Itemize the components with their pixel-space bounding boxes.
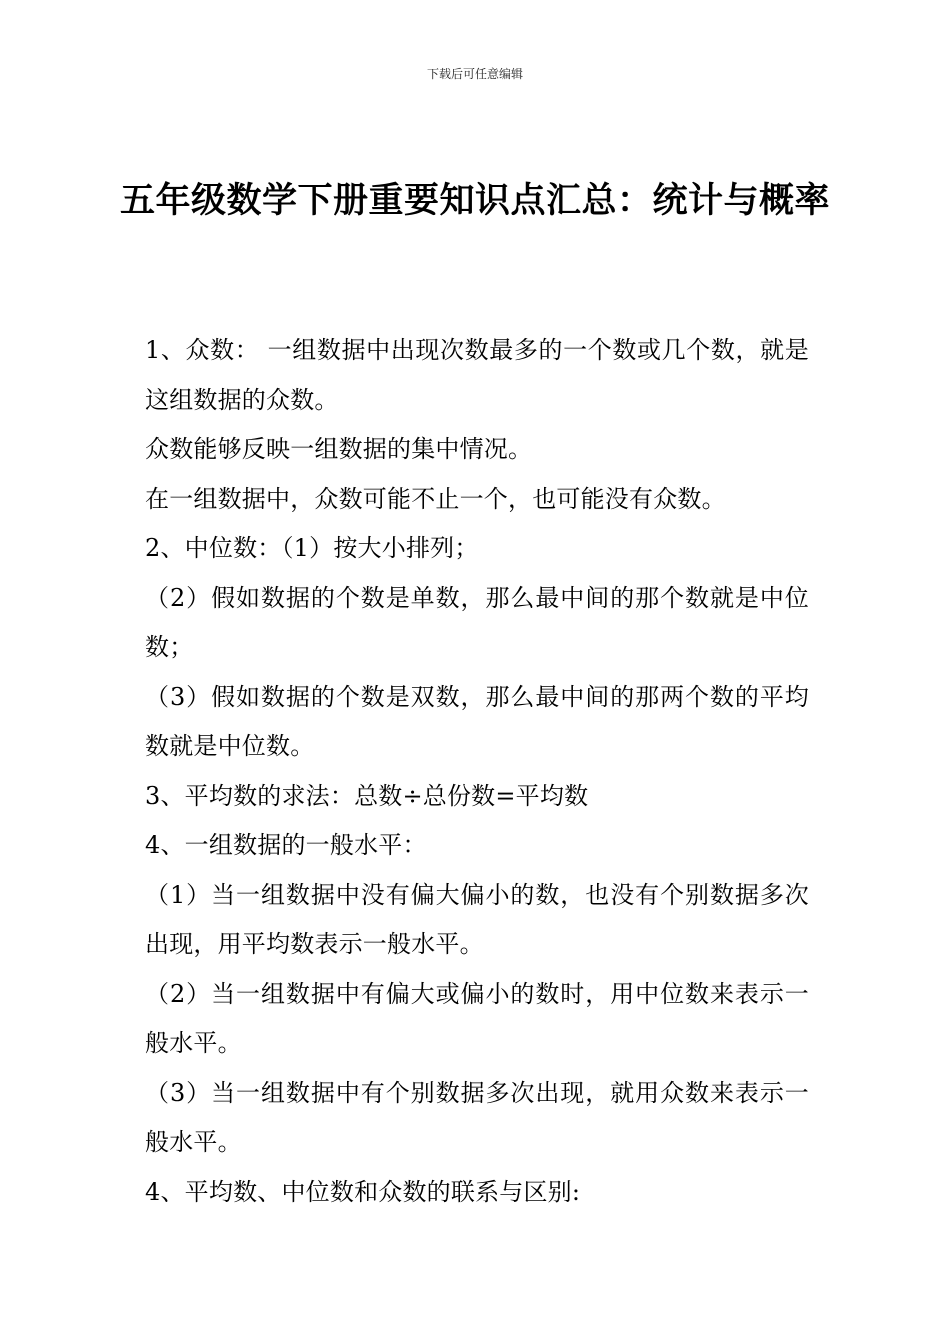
document-body [145, 326, 809, 1217]
paragraph-median-even: （3）假如数据的个数是双数，那么最中间的那两个数的平均数就是中位数。 [145, 682, 809, 760]
paragraph-mean-formula: 3、平均数的求法：总数÷总份数=平均数 [145, 781, 589, 810]
paragraph-median-step1: 2、中位数：（1）按大小排列； [145, 534, 479, 562]
header-note: 下载后可任意编辑 [426, 67, 523, 81]
document-title: 五年级数学下册重要知识点汇总：统计与概率 [120, 181, 831, 221]
paragraph-mode-reflects: 众数能够反映一组数据的集中情况。 [145, 435, 533, 463]
paragraph-median-odd: （2）假如数据的个数是单数，那么最中间的那个数就是中位数； [145, 583, 809, 661]
paragraph-relationship-heading: 4、平均数、中位数和众数的联系与区别: [145, 1177, 581, 1206]
paragraph-general-level-median: （2）当一组数据中有偏大或偏小的数时，用中位数来表示一般水平。 [145, 979, 809, 1057]
paragraph-general-level-mode: （3）当一组数据中有个别数据多次出现，就用众数来表示一般水平。 [145, 1078, 809, 1156]
paragraph-mode-definition: 1、众数： 一组数据中出现次数最多的一个数或几个数，就是这组数据的众数。 [145, 336, 809, 414]
paragraph-general-level-mean: （1）当一组数据中没有偏大偏小的数，也没有个别数据多次出现，用平均数表示一般水平。 [145, 880, 809, 958]
paragraph-general-level-heading: 4、一组数据的一般水平： [145, 831, 427, 859]
paragraph-mode-count: 在一组数据中，众数可能不止一个，也可能没有众数。 [145, 484, 726, 513]
